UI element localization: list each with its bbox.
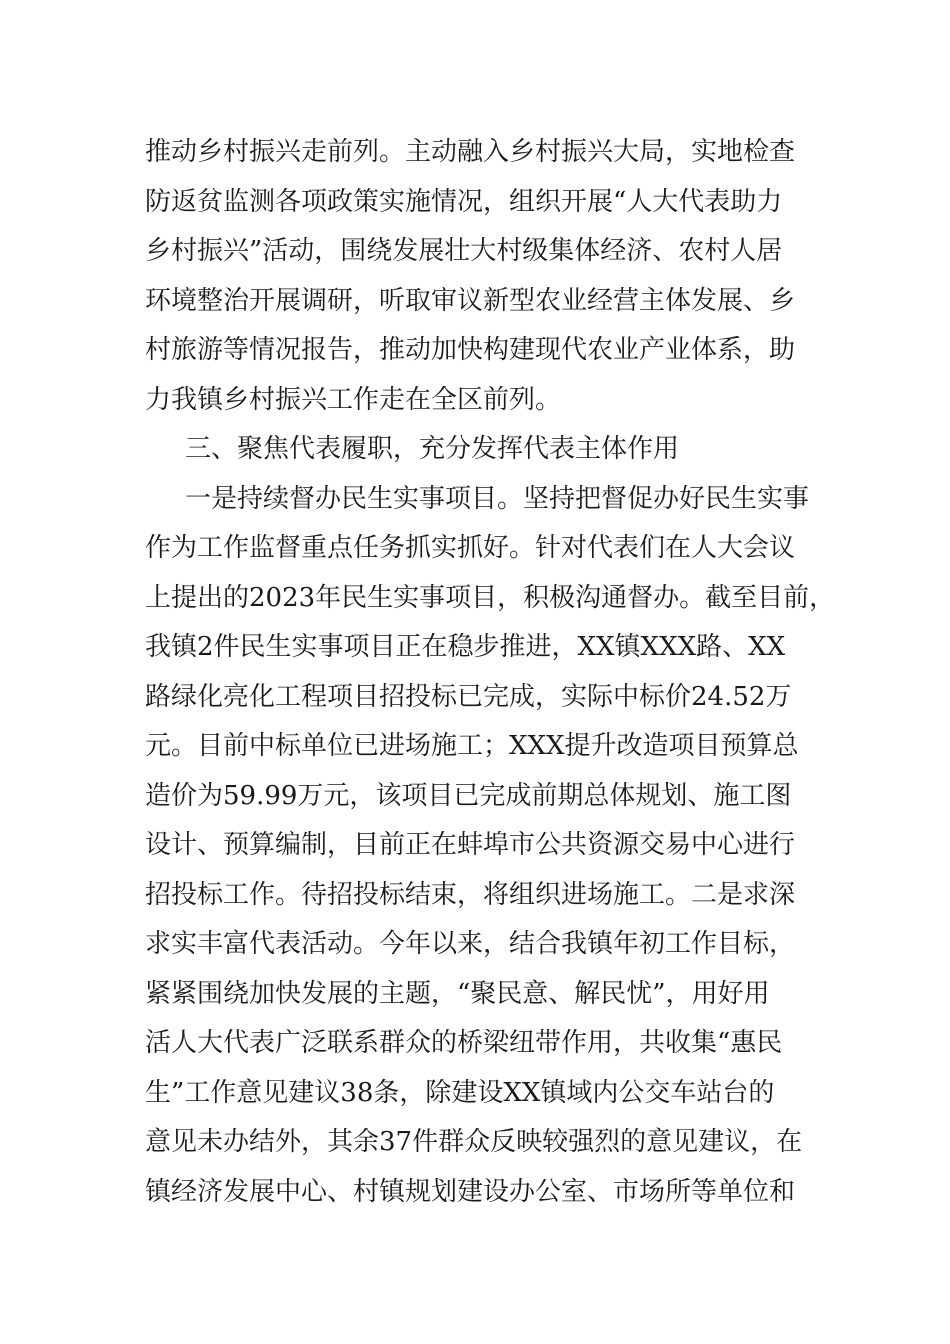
text-line: 我镇2件民生实事项目正在稳步推进，XX镇XXX路、XX xyxy=(145,632,786,662)
text-line: 生”工作意见建议38条，除建设XX镇域内公交车站台的 xyxy=(145,1077,775,1108)
text-line: 推动乡村振兴走前列。主动融入乡村振兴大局，实地检查 xyxy=(145,137,796,167)
text-line: 元。目前中标单位已进场施工；XXX提升改造项目预算总 xyxy=(145,731,799,761)
text-line: 村旅游等情况报告，推动加快构建现代农业产业体系，助 xyxy=(145,335,796,365)
text-line: 招投标工作。待招投标结束，将组织进场施工。二是求深 xyxy=(145,879,796,910)
text-line: 一是持续督办民生实事项目。坚持把督促办好民生实事 xyxy=(185,483,810,514)
text-line: 上提出的2023年民生实事项目，积极沟通督办。截至目前， xyxy=(145,582,836,613)
text-line: 镇经济发展中心、村镇规划建设办公室、市场所等单位和 xyxy=(145,1176,796,1207)
text-line: 意见未办结外，其余37件群众反映较强烈的意见建议，在 xyxy=(145,1127,803,1157)
text-line: 活人大代表广泛联系群众的桥梁纽带作用，共收集“惠民 xyxy=(145,1028,783,1058)
text-line: 设计、预算编制，目前正在蚌埠市公共资源交易中心进行 xyxy=(145,830,796,860)
text-line: 防返贫监测各项政策实施情况，组织开展“人大代表助力 xyxy=(145,186,783,217)
text-line: 力我镇乡村振兴工作走在全区前列。 xyxy=(145,384,562,415)
text-line: 环境整治开展调研，听取审议新型农业经营主体发展、乡 xyxy=(145,285,796,316)
text-line: 造价为59.99万元，该项目已完成前期总体规划、施工图 xyxy=(145,780,792,811)
section-heading: 三、聚焦代表履职，充分发挥代表主体作用 xyxy=(185,434,680,464)
body-text xyxy=(145,128,836,1217)
text-line: 乡村振兴”活动，围绕发展壮大村级集体经济、农村人居 xyxy=(145,236,783,266)
text-line: 求实丰富代表活动。今年以来，结合我镇年初工作目标， xyxy=(145,929,796,959)
text-line: 紧紧围绕加快发展的主题，“聚民意、解民忧”，用好用 xyxy=(145,978,770,1009)
text-line: 作为工作监督重点任务抓实抓好。针对代表们在人大会议 xyxy=(145,533,796,563)
text-line: 路绿化亮化工程项目招投标已完成，实际中标价24.52万 xyxy=(145,681,792,712)
